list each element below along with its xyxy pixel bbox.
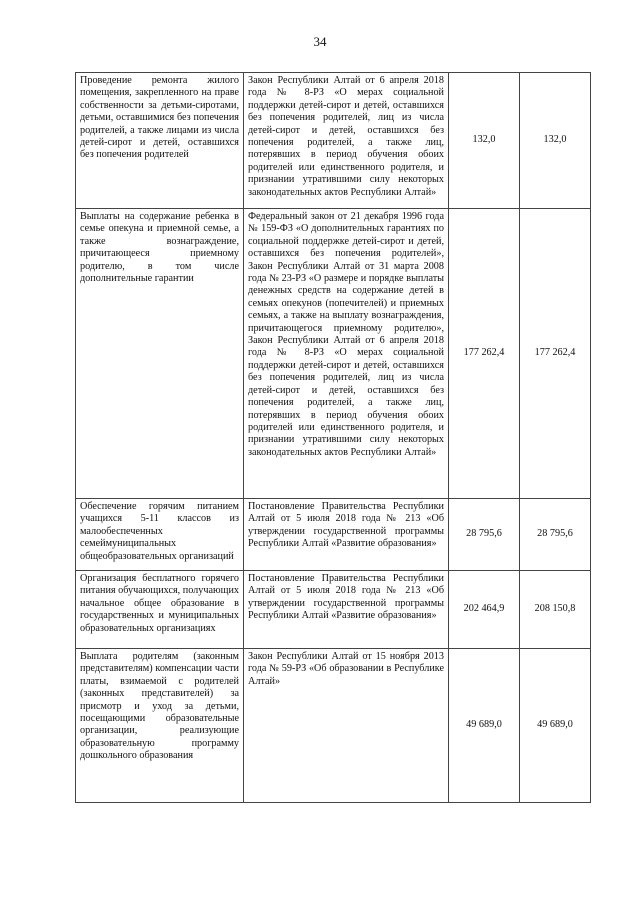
row-name-cell: Выплата родителям (законным представителям) компенсации части платы, взимаемой с родителей (законных представителей) за присмотр и уход за детьми, посещающими образовательные организации, реализующие образовательную программу дошкольного образования [76,649,244,803]
budget-table [75,72,591,803]
row-value1-cell: 177 262,4 [449,209,520,499]
row-value2-cell: 28 795,6 [520,499,591,571]
table-row [76,571,591,649]
row-value1-cell: 28 795,6 [449,499,520,571]
row-value1-cell: 132,0 [449,73,520,209]
row-basis-cell: Постановление Правительства Республики Алтай от 5 июля 2018 года № 213 «Об утверждении государственной программы Республики Алтай «Развитие образования» [244,499,449,571]
row-basis-cell: Закон Республики Алтай от 6 апреля 2018 года № 8-РЗ «О мерах социальной поддержки детей-сирот и детей, оставшихся без попечения родителей, лиц из числа детей-сирот и детей, оставшихся без попечения родителей, а также лиц, потерявших в период обучения обоих родителей или единственного родителя, и признании утратившими силу некоторых законодательных актов Республики Алтай» [244,73,449,209]
row-value2-cell: 208 150,8 [520,571,591,649]
row-basis-cell: Постановление Правительства Республики Алтай от 5 июля 2018 года № 213 «Об утверждении государственной программы Республики Алтай «Развитие образования» [244,571,449,649]
row-value2-cell: 177 262,4 [520,209,591,499]
table-row [76,649,591,803]
row-name-cell: Проведение ремонта жилого помещения, закрепленного на праве собственности за детьми-сиротами, детьми, оставшимися без попечения родителей, а также лицами из числа детей-сирот и детей, оставшихся без попечения родителей [76,73,244,209]
table-row [76,209,591,499]
row-basis-cell: Закон Республики Алтай от 15 ноября 2013 года № 59-РЗ «Об образовании в Республике Алтай» [244,649,449,803]
page-number: 34 [313,34,327,49]
table-row [76,499,591,571]
row-name-cell: Организация бесплатного горячего питания обучающихся, получающих начальное общее образование в государственных и муниципальных образовательных организациях [76,571,244,649]
row-basis-cell: Федеральный закон от 21 декабря 1996 года № 159-ФЗ «О дополнительных гарантиях по социальной поддержке детей-сирот и детей, оставшихся без попечения родителей», Закон Республики Алтай от 31 марта 2008 года № 23-РЗ «О размере и порядке выплаты денежных средств на содержание детей в семьях опекунов (попечителей) и приемных семьях, а также на выплату вознаграждения, причитающегося приемному родителю», Закон Республики Алтай от 6 апреля 2018 года № 8-РЗ «О мерах социальной поддержки детей-сирот и детей, оставшихся без попечения родителей, лиц из числа детей-сирот и детей, оставшихся без попечения родителей, а также лиц, потерявших в период обучения обоих родителей или единственного родителя, и признании утратившими силу некоторых законодательных актов Республики Алтай» [244,209,449,499]
row-value2-cell: 49 689,0 [520,649,591,803]
table-row [76,73,591,209]
row-value1-cell: 49 689,0 [449,649,520,803]
row-name-cell: Обеспечение горячим питанием учащихся 5-11 классов из малообеспеченных семеймуниципальных общеобразовательных организаций [76,499,244,571]
row-value2-cell: 132,0 [520,73,591,209]
row-value1-cell: 202 464,9 [449,571,520,649]
row-name-cell: Выплаты на содержание ребенка в семье опекуна и приемной семье, а также вознаграждение, причитающееся приемному родителю, в том числе дополнительные гарантии [76,209,244,499]
